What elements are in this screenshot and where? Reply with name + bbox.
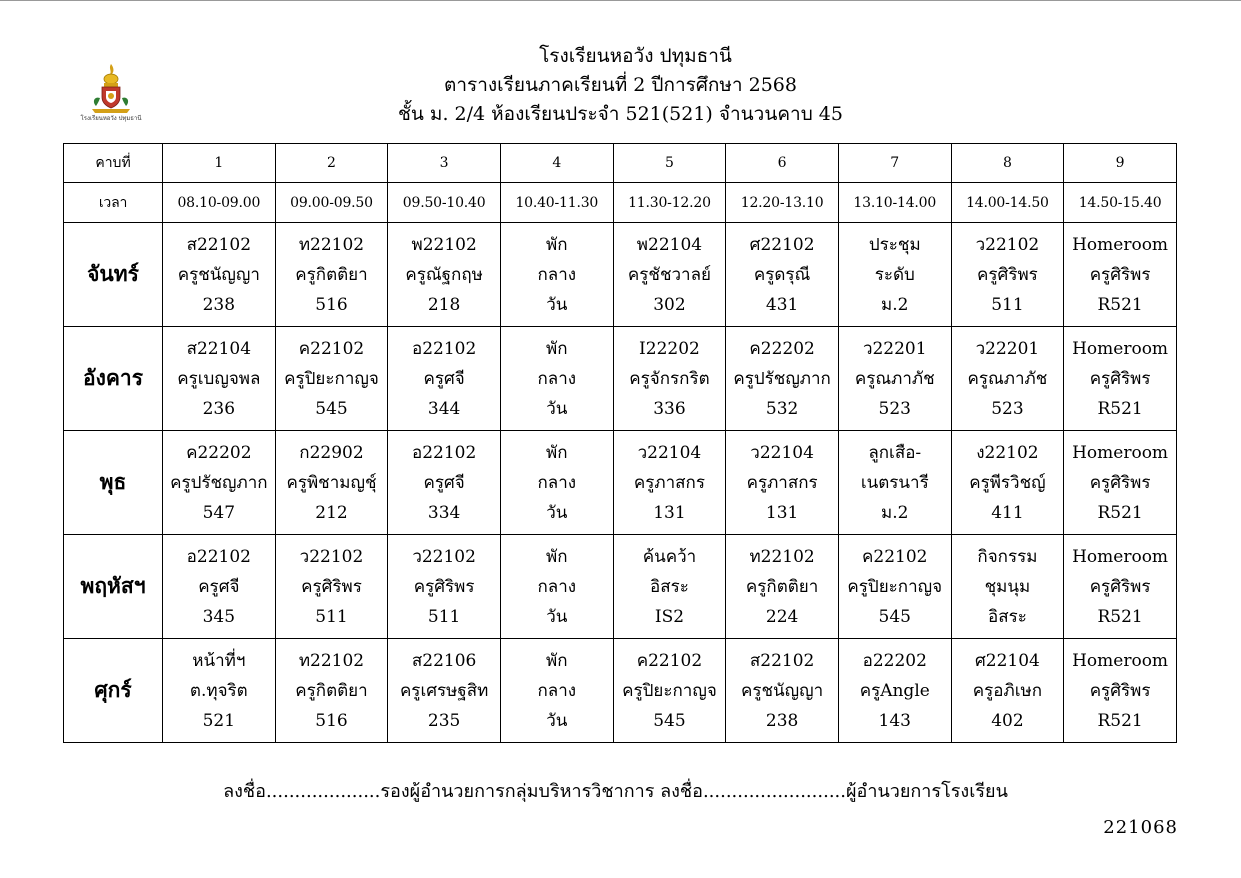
slot-subject: อ22202 [862,650,927,671]
slot-subject: ศ22104 [974,650,1040,671]
slot-teacher: ครูศิริพร [977,264,1038,285]
slot-teacher: ครูศิริพร [1089,680,1151,701]
slot-subject: ว22104 [637,442,702,463]
class-slot [500,535,613,639]
period-number: 8 [951,144,1064,183]
slot-room: 212 [315,502,348,523]
class-info: ชั้น ม. 2/4 ห้องเรียนประจำ 521(521) จำนวนคาบ 45 [398,103,843,125]
class-slot [388,431,501,535]
slot-teacher: ครูณภาภัช [967,368,1048,389]
period-number: 1 [163,144,276,183]
class-slot [613,223,726,327]
time-range: 11.30-12.20 [613,183,726,223]
slot-room: 532 [765,398,799,419]
time-range: 12.20-13.10 [726,183,839,223]
class-slot [163,639,276,743]
term-title: ตารางเรียนภาคเรียนที่ 2 ปีการศึกษา 2568 [444,74,797,96]
time-range: 13.10-14.00 [838,183,951,223]
document-header [0,42,1241,129]
class-slot [500,223,613,327]
slot-room: 344 [427,398,461,419]
slot-subject: ประชุม [868,234,921,255]
slot-subject: ท22102 [298,234,365,255]
time-range: 14.50-15.40 [1064,183,1177,223]
slot-teacher: ครูกิตติยา [295,264,368,285]
slot-room: 545 [315,398,348,419]
slot-subject: Homeroom [1072,338,1169,359]
slot-subject: ศ22102 [749,234,815,255]
class-slot [163,327,276,431]
period-number: 7 [838,144,951,183]
class-slot [1064,535,1177,639]
period-number: 6 [726,144,839,183]
slot-teacher: ครูศิริพร [413,576,475,597]
slot-room: 345 [202,606,236,627]
slot-room: ม.2 [881,294,909,315]
slot-teacher: ครูพีรวิชญ์ [969,472,1046,493]
slot-room: 516 [315,710,348,731]
class-slot [500,431,613,535]
slot-room: R521 [1097,294,1143,315]
slot-room: R521 [1097,710,1143,731]
class-slot [1064,639,1177,743]
period-number: 2 [275,144,388,183]
slot-teacher: ครูปรัชญภาก [733,368,831,389]
slot-subject: ส22102 [186,234,252,255]
class-slot [613,431,726,535]
slot-teacher: ครูพิชามญชุ์ [286,472,377,493]
class-slot [388,223,501,327]
slot-room: 402 [991,710,1024,731]
period-number: 5 [613,144,726,183]
class-slot [951,639,1064,743]
slot-subject: ส22106 [411,650,477,671]
slot-room: 523 [878,398,911,419]
slot-room: 523 [991,398,1024,419]
slot-subject: ค22102 [862,546,928,567]
top-rule [0,0,1241,1]
day-name: ศุกร์ [64,639,163,743]
slot-subject: ส22104 [186,338,252,359]
slot-teacher: ครูจักรกริต [629,368,710,389]
class-slot [951,223,1064,327]
day-row [64,639,1177,743]
class-slot [838,431,951,535]
slot-room: 224 [765,606,799,627]
day-name: พุธ [64,431,163,535]
class-slot [163,535,276,639]
class-slot [726,639,839,743]
slot-subject: Homeroom [1072,650,1169,671]
day-name: พฤหัสฯ [64,535,163,639]
slot-teacher: ชุมนุม [984,576,1031,597]
slot-room: R521 [1097,502,1143,523]
slot-room: 521 [202,710,236,731]
slot-subject: อ22102 [411,442,477,463]
slot-room: วัน [546,710,568,731]
class-slot [613,535,726,639]
time-range: 09.50-10.40 [388,183,501,223]
slot-room: 235 [427,710,461,731]
slot-subject: อ22102 [186,546,251,567]
class-slot [275,223,388,327]
slot-room: 545 [653,710,686,731]
slot-subject: ว22201 [975,338,1040,359]
class-slot [388,327,501,431]
slot-teacher: ครูณัฐกฤษ [405,264,483,285]
day-row [64,535,1177,639]
slot-subject: ค22202 [749,338,815,359]
slot-subject: ว22201 [862,338,927,359]
slot-teacher: ครูศิริพร [1089,472,1151,493]
class-slot [838,223,951,327]
period-number: 9 [1064,144,1177,183]
class-slot [1064,223,1177,327]
class-slot [275,431,388,535]
slot-teacher: ครูศจี [198,576,240,597]
slot-teacher: ครูศจี [423,368,465,389]
class-slot [388,639,501,743]
slot-subject: พ22104 [636,234,703,255]
logo-caption: โรงเรียนหอวัง ปทุมธานี [80,115,142,122]
slot-subject: ท22102 [749,546,815,567]
slot-teacher: ครูชนัญญา [177,264,260,285]
class-slot [726,535,839,639]
slot-room: 411 [991,502,1024,523]
slot-subject: Homeroom [1072,546,1169,567]
slot-teacher: ครูณภาภัช [854,368,935,389]
slot-room: อิสระ [987,606,1027,627]
class-slot [838,535,951,639]
class-slot [951,535,1064,639]
slot-teacher: ครูปรัชญภาก [170,472,268,493]
class-slot [838,327,951,431]
time-range: 10.40-11.30 [500,183,613,223]
slot-teacher: ครูอภิเษก [972,680,1043,701]
slot-teacher: ครูเศรษฐสิท [399,680,489,701]
slot-subject: ส22102 [749,650,815,671]
slot-teacher: ครูปิยะกาญจ [622,680,717,701]
class-slot [1064,327,1177,431]
time-range: 09.00-09.50 [275,183,388,223]
slot-room: วัน [546,606,568,627]
slot-subject: Homeroom [1072,234,1169,255]
slot-subject: ค22202 [186,442,252,463]
slot-room: 511 [427,606,461,627]
slot-teacher: ครูศจี [423,472,465,493]
slot-teacher: ครูภาสกร [746,472,818,493]
slot-room: 238 [202,294,236,315]
slot-room: วัน [546,502,568,523]
slot-teacher: กลาง [537,264,577,285]
slot-room: ม.2 [881,502,909,523]
slot-room: 511 [991,294,1024,315]
slot-room: R521 [1097,606,1143,627]
slot-subject: ว22102 [299,546,364,567]
slot-teacher: ครูปิยะกาญจ [847,576,943,597]
day-row [64,223,1177,327]
slot-subject: พัก [546,338,568,359]
slot-room: วัน [546,398,568,419]
time-range: 14.00-14.50 [951,183,1064,223]
slot-room: 238 [765,710,799,731]
slot-subject: พัก [546,650,568,671]
slot-subject: Homeroom [1072,442,1169,463]
slot-teacher: ครูดรุณี [753,264,811,285]
class-slot [726,431,839,535]
slot-room: 336 [653,398,686,419]
slot-teacher: ครูปิยะกาญจ [284,368,379,389]
slot-teacher: ระดับ [874,264,915,285]
slot-subject: พัก [546,442,568,463]
class-slot [275,535,388,639]
day-name: จันทร์ [64,223,163,327]
slot-teacher: ครูชนัญญา [741,680,824,701]
slot-room: 547 [202,502,236,523]
slot-teacher: ครูศิริพร [1089,576,1151,597]
slot-teacher: ครูภาสกร [633,472,705,493]
day-row [64,431,1177,535]
class-slot [613,639,726,743]
slot-teacher: ครูศิริพร [1089,368,1151,389]
class-slot [726,327,839,431]
class-slot [1064,431,1177,535]
slot-teacher: ต.ทุจริต [189,680,248,701]
slot-teacher: ครูชัชวาลย์ [627,264,711,285]
signature-text: ลงชื่อ....................รองผู้อำนวยการกลุ่มบริหารวิชาการ ลงชื่อ.........................ผู้อำนวยการโรงเรียน [223,781,1008,802]
class-slot [163,431,276,535]
slot-room: IS2 [654,606,685,627]
slot-room: 131 [653,502,686,523]
slot-teacher: เนตรนารี [860,472,929,493]
slot-subject: หน้าที่ฯ [192,650,246,671]
slot-room: 431 [765,294,799,315]
slot-teacher: ครูเบญจพล [177,368,261,389]
slot-teacher: ครูศิริพร [1089,264,1151,285]
class-slot [951,327,1064,431]
time-range: 08.10-09.00 [163,183,276,223]
class-slot [951,431,1064,535]
time-label: เวลา [64,183,163,223]
class-slot [500,639,613,743]
day-row [64,327,1177,431]
slot-room: 516 [315,294,348,315]
slot-subject: พัก [546,546,568,567]
slot-room: 545 [878,606,911,627]
slot-subject: ว22102 [975,234,1040,255]
timetable [63,143,1177,743]
slot-subject: พัก [546,234,568,255]
slot-teacher: กลาง [537,680,577,701]
slot-room: 218 [427,294,461,315]
slot-teacher: ครูศิริพร [301,576,362,597]
document-code: 221068 [1103,817,1178,838]
period-label: คาบที่ [64,144,163,183]
class-slot [163,223,276,327]
slot-subject: ก22902 [299,442,364,463]
slot-teacher: กลาง [537,472,577,493]
slot-subject: อ22102 [411,338,477,359]
slot-teacher: อิสระ [650,576,689,597]
day-name: อังคาร [64,327,163,431]
slot-room: 131 [765,502,799,523]
slot-teacher: กลาง [537,368,577,389]
slot-room: 236 [202,398,236,419]
slot-subject: ว22102 [412,546,476,567]
period-number: 4 [500,144,613,183]
slot-room: 143 [878,710,911,731]
slot-teacher: ครูAngle [859,680,930,701]
slot-room: 511 [315,606,348,627]
slot-subject: ง22102 [976,442,1039,463]
period-number: 3 [388,144,501,183]
class-slot [838,639,951,743]
slot-room: วัน [546,294,568,315]
class-slot [275,639,388,743]
slot-room: R521 [1097,398,1143,419]
class-slot [500,327,613,431]
slot-subject: I22202 [639,338,700,359]
class-slot [726,223,839,327]
slot-subject: ลูกเสือ- [868,442,922,463]
slot-room: 334 [427,502,461,523]
class-slot [388,535,501,639]
slot-room: 302 [653,294,686,315]
slot-subject: กิจกรรม [977,546,1038,567]
class-slot [613,327,726,431]
slot-teacher: ครูกิตติยา [295,680,368,701]
school-name: โรงเรียนหอวัง ปทุมธานี [539,45,732,67]
period-header-row [64,144,1177,183]
signature-line [0,776,1241,805]
slot-teacher: ครูกิตติยา [745,576,819,597]
slot-teacher: กลาง [537,576,577,597]
slot-subject: ค22102 [636,650,703,671]
time-header-row [64,183,1177,223]
slot-subject: ค้นคว้า [642,546,697,567]
slot-subject: พ22102 [411,234,477,255]
slot-subject: ท22102 [298,650,365,671]
slot-subject: ว22104 [750,442,814,463]
class-slot [275,327,388,431]
slot-subject: ค22102 [298,338,365,359]
